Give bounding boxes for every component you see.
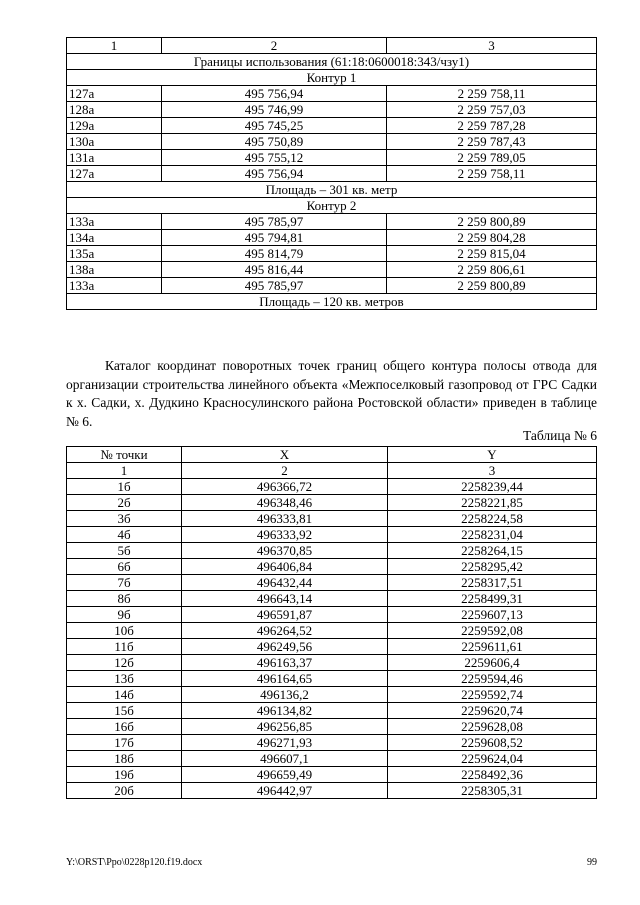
table-row bbox=[67, 230, 597, 246]
contour-area: Площадь – 301 кв. метр bbox=[67, 182, 597, 198]
x-coordinate-cell: 496256,85 bbox=[182, 719, 388, 735]
y-coordinate-cell: 2259628,08 bbox=[388, 719, 597, 735]
y-coordinate-cell: 2259592,08 bbox=[388, 623, 597, 639]
x-coordinate-cell: 496348,46 bbox=[182, 495, 388, 511]
x-coordinate-cell: 495 745,25 bbox=[162, 118, 387, 134]
y-coordinate-cell: 2 259 800,89 bbox=[387, 278, 597, 294]
y-coordinate-cell: 2 259 757,03 bbox=[387, 102, 597, 118]
point-id-cell: 19б bbox=[67, 767, 182, 783]
y-coordinate-cell: 2259624,04 bbox=[388, 751, 597, 767]
table-row bbox=[67, 623, 597, 639]
table-row bbox=[67, 575, 597, 591]
column-header: № точки bbox=[67, 447, 182, 463]
point-id-cell: 15б bbox=[67, 703, 182, 719]
y-coordinate-cell: 2 259 806,61 bbox=[387, 262, 597, 278]
table-row bbox=[67, 767, 597, 783]
table-row bbox=[67, 639, 597, 655]
table-row bbox=[67, 214, 597, 230]
point-id-cell: 4б bbox=[67, 527, 182, 543]
y-coordinate-cell: 2258492,36 bbox=[388, 767, 597, 783]
point-id-cell: 2б bbox=[67, 495, 182, 511]
x-coordinate-cell: 495 755,12 bbox=[162, 150, 387, 166]
coordinates-table-boundaries bbox=[66, 37, 597, 310]
x-coordinate-cell: 496591,87 bbox=[182, 607, 388, 623]
x-coordinate-cell: 495 816,44 bbox=[162, 262, 387, 278]
point-id-cell: 8б bbox=[67, 591, 182, 607]
y-coordinate-cell: 2258317,51 bbox=[388, 575, 597, 591]
x-coordinate-cell: 496134,82 bbox=[182, 703, 388, 719]
table-row bbox=[67, 671, 597, 687]
footer-file-path: Y:\ORST\Ppo\0228p120.f19.docx bbox=[66, 857, 203, 868]
coordinates-table-6 bbox=[66, 446, 597, 799]
table-row bbox=[67, 543, 597, 559]
x-coordinate-cell: 496333,81 bbox=[182, 511, 388, 527]
area-row bbox=[67, 182, 597, 198]
x-coordinate-cell: 496164,65 bbox=[182, 671, 388, 687]
x-coordinate-cell: 495 785,97 bbox=[162, 278, 387, 294]
point-id-cell: 17б bbox=[67, 735, 182, 751]
table-row bbox=[67, 246, 597, 262]
y-coordinate-cell: 2258221,85 bbox=[388, 495, 597, 511]
x-coordinate-cell: 496659,49 bbox=[182, 767, 388, 783]
y-coordinate-cell: 2 259 787,43 bbox=[387, 134, 597, 150]
point-id-cell: 133а bbox=[67, 214, 162, 230]
point-id-cell: 11б bbox=[67, 639, 182, 655]
table-caption: Таблица № 6 bbox=[523, 428, 597, 443]
y-coordinate-cell: 2258239,44 bbox=[388, 479, 597, 495]
x-coordinate-cell: 496264,52 bbox=[182, 623, 388, 639]
table-row bbox=[67, 735, 597, 751]
table-row bbox=[67, 118, 597, 134]
point-id-cell: 133а bbox=[67, 278, 162, 294]
contour-title-row bbox=[67, 70, 597, 86]
header-row bbox=[67, 38, 597, 54]
header-row bbox=[67, 447, 597, 463]
coordinates-table-6-body bbox=[67, 447, 597, 799]
y-coordinate-cell: 2259620,74 bbox=[388, 703, 597, 719]
contour-title: Контур 2 bbox=[67, 198, 597, 214]
column-header: Y bbox=[388, 447, 597, 463]
x-coordinate-cell: 496333,92 bbox=[182, 527, 388, 543]
point-id-cell: 6б bbox=[67, 559, 182, 575]
contour-area: Площадь – 120 кв. метров bbox=[67, 294, 597, 310]
point-id-cell: 14б bbox=[67, 687, 182, 703]
section-title-row bbox=[67, 54, 597, 70]
table-row bbox=[67, 278, 597, 294]
table-row bbox=[67, 527, 597, 543]
table-row bbox=[67, 150, 597, 166]
column-number-cell: 1 bbox=[67, 463, 182, 479]
point-id-cell: 129а bbox=[67, 118, 162, 134]
table-row bbox=[67, 687, 597, 703]
point-id-cell: 13б bbox=[67, 671, 182, 687]
x-coordinate-cell: 495 756,94 bbox=[162, 86, 387, 102]
point-id-cell: 135а bbox=[67, 246, 162, 262]
y-coordinate-cell: 2259592,74 bbox=[388, 687, 597, 703]
y-coordinate-cell: 2259608,52 bbox=[388, 735, 597, 751]
x-coordinate-cell: 496271,93 bbox=[182, 735, 388, 751]
column-number-cell: 2 bbox=[182, 463, 388, 479]
numbering-row bbox=[67, 463, 597, 479]
point-id-cell: 128а bbox=[67, 102, 162, 118]
point-id-cell: 18б bbox=[67, 751, 182, 767]
y-coordinate-cell: 2258231,04 bbox=[388, 527, 597, 543]
table-row bbox=[67, 86, 597, 102]
catalog-paragraph: Каталог координат поворотных точек границ общего контура полосы отвода для организации строительства линейного объекта «Межпоселковый газопровод от ГРС Садки к х. Садки, х. Дудкино Красносулинского района Ростовской области» приведен в таблице № 6. bbox=[66, 358, 597, 429]
table-row bbox=[67, 607, 597, 623]
point-id-cell: 127а bbox=[67, 166, 162, 182]
table-row bbox=[67, 511, 597, 527]
y-coordinate-cell: 2258224,58 bbox=[388, 511, 597, 527]
table-row bbox=[67, 262, 597, 278]
point-id-cell: 131а bbox=[67, 150, 162, 166]
point-id-cell: 5б bbox=[67, 543, 182, 559]
table-row bbox=[67, 102, 597, 118]
point-id-cell: 16б bbox=[67, 719, 182, 735]
y-coordinate-cell: 2 259 758,11 bbox=[387, 86, 597, 102]
point-id-cell: 9б bbox=[67, 607, 182, 623]
point-id-cell: 3б bbox=[67, 511, 182, 527]
table-row bbox=[67, 559, 597, 575]
x-coordinate-cell: 495 785,97 bbox=[162, 214, 387, 230]
column-header: X bbox=[182, 447, 388, 463]
point-id-cell: 12б bbox=[67, 655, 182, 671]
x-coordinate-cell: 496163,37 bbox=[182, 655, 388, 671]
y-coordinate-cell: 2 259 789,05 bbox=[387, 150, 597, 166]
x-coordinate-cell: 496643,14 bbox=[182, 591, 388, 607]
x-coordinate-cell: 496607,1 bbox=[182, 751, 388, 767]
y-coordinate-cell: 2 259 787,28 bbox=[387, 118, 597, 134]
x-coordinate-cell: 495 750,89 bbox=[162, 134, 387, 150]
table-row bbox=[67, 479, 597, 495]
contour-title: Контур 1 bbox=[67, 70, 597, 86]
y-coordinate-cell: 2258295,42 bbox=[388, 559, 597, 575]
y-coordinate-cell: 2 259 804,28 bbox=[387, 230, 597, 246]
column-number-cell: 2 bbox=[162, 38, 387, 54]
point-id-cell: 20б bbox=[67, 783, 182, 799]
x-coordinate-cell: 496406,84 bbox=[182, 559, 388, 575]
x-coordinate-cell: 496442,97 bbox=[182, 783, 388, 799]
x-coordinate-cell: 495 814,79 bbox=[162, 246, 387, 262]
y-coordinate-cell: 2 259 800,89 bbox=[387, 214, 597, 230]
y-coordinate-cell: 2 259 815,04 bbox=[387, 246, 597, 262]
y-coordinate-cell: 2259594,46 bbox=[388, 671, 597, 687]
coordinates-table-boundaries-body bbox=[67, 38, 597, 310]
column-number-cell: 3 bbox=[388, 463, 597, 479]
table-row bbox=[67, 166, 597, 182]
point-id-cell: 1б bbox=[67, 479, 182, 495]
x-coordinate-cell: 496136,2 bbox=[182, 687, 388, 703]
table-row bbox=[67, 751, 597, 767]
column-number-cell: 1 bbox=[67, 38, 162, 54]
table-row bbox=[67, 134, 597, 150]
table-row bbox=[67, 591, 597, 607]
area-row bbox=[67, 294, 597, 310]
x-coordinate-cell: 496366,72 bbox=[182, 479, 388, 495]
x-coordinate-cell: 496249,56 bbox=[182, 639, 388, 655]
table-row bbox=[67, 783, 597, 799]
y-coordinate-cell: 2259606,4 bbox=[388, 655, 597, 671]
x-coordinate-cell: 496370,85 bbox=[182, 543, 388, 559]
point-id-cell: 138а bbox=[67, 262, 162, 278]
table-row bbox=[67, 495, 597, 511]
contour-title-row bbox=[67, 198, 597, 214]
x-coordinate-cell: 496432,44 bbox=[182, 575, 388, 591]
page-number: 99 bbox=[587, 857, 597, 868]
y-coordinate-cell: 2 259 758,11 bbox=[387, 166, 597, 182]
column-number-cell: 3 bbox=[387, 38, 597, 54]
point-id-cell: 10б bbox=[67, 623, 182, 639]
point-id-cell: 134а bbox=[67, 230, 162, 246]
table-row bbox=[67, 655, 597, 671]
y-coordinate-cell: 2259611,61 bbox=[388, 639, 597, 655]
table-row bbox=[67, 719, 597, 735]
point-id-cell: 130а bbox=[67, 134, 162, 150]
point-id-cell: 7б bbox=[67, 575, 182, 591]
x-coordinate-cell: 495 794,81 bbox=[162, 230, 387, 246]
y-coordinate-cell: 2258499,31 bbox=[388, 591, 597, 607]
table-row bbox=[67, 703, 597, 719]
point-id-cell: 127а bbox=[67, 86, 162, 102]
y-coordinate-cell: 2259607,13 bbox=[388, 607, 597, 623]
section-title: Границы использования (61:18:0600018:343/чзу1) bbox=[67, 54, 597, 70]
x-coordinate-cell: 495 756,94 bbox=[162, 166, 387, 182]
y-coordinate-cell: 2258305,31 bbox=[388, 783, 597, 799]
x-coordinate-cell: 495 746,99 bbox=[162, 102, 387, 118]
y-coordinate-cell: 2258264,15 bbox=[388, 543, 597, 559]
